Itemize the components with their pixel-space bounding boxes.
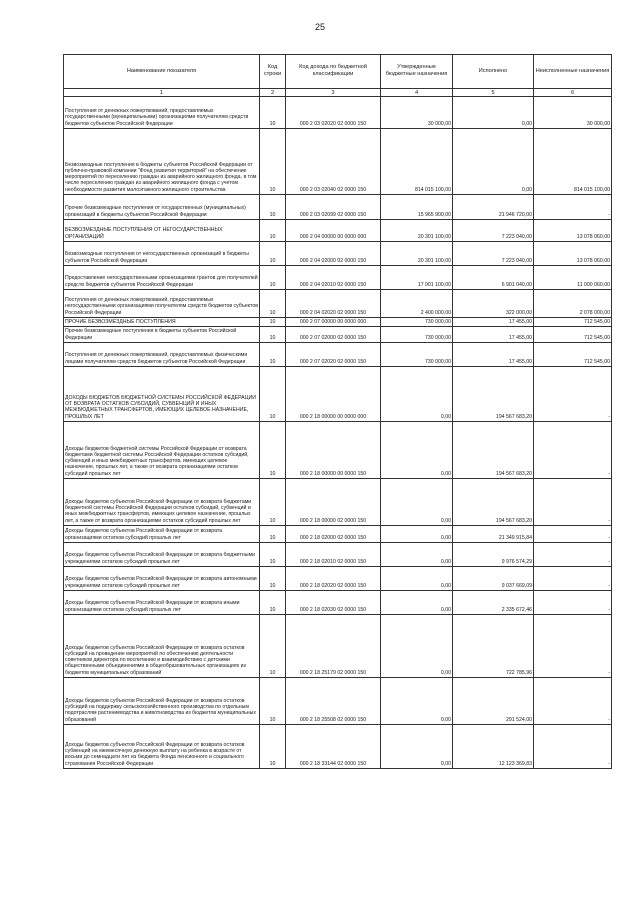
row-approved: 814 015 100,00 — [381, 129, 453, 195]
row-kbk-code: 000 2 03 02040 02 0000 150 — [286, 129, 381, 195]
row-kbk-code: 000 2 04 02010 02 0000 150 — [286, 266, 381, 290]
row-approved: 0,00 — [381, 615, 453, 678]
row-approved: 20 301 100,00 — [381, 242, 453, 266]
row-kbk-code: 000 2 18 25179 02 0000 150 — [286, 615, 381, 678]
table-row — [64, 97, 612, 129]
row-line-code: 10 — [260, 543, 286, 567]
row-unexecuted: - — [534, 615, 612, 678]
row-line-code: 10 — [260, 343, 286, 367]
row-line-code: 10 — [260, 195, 286, 220]
row-kbk-code: 000 2 18 25508 02 0000 150 — [286, 678, 381, 725]
table-row — [64, 479, 612, 526]
row-line-code: 10 — [260, 591, 286, 615]
row-unexecuted: 30 000,00 — [534, 97, 612, 129]
row-executed: 6 901 040,00 — [453, 266, 534, 290]
row-unexecuted: - — [534, 591, 612, 615]
column-number: 4 — [381, 89, 453, 97]
column-number: 6 — [534, 89, 612, 97]
row-name: Доходы бюджетов субъектов Российской Федерации от возврата автономными учреждениями остатков субсидий прошлых лет — [64, 567, 260, 591]
table-row — [64, 678, 612, 725]
row-kbk-code: 000 2 18 00000 02 0000 150 — [286, 479, 381, 526]
row-name: Доходы бюджетов субъектов Российской Федерации от возврата организациями остатков субсидий прошлых лет — [64, 526, 260, 543]
row-kbk-code: 000 2 18 02030 02 0000 150 — [286, 591, 381, 615]
row-line-code: 10 — [260, 615, 286, 678]
row-executed: 0,00 — [453, 129, 534, 195]
row-kbk-code: 000 2 03 02020 02 0000 150 — [286, 97, 381, 129]
row-kbk-code: 000 2 18 02010 02 0000 150 — [286, 543, 381, 567]
row-approved: 730 000,00 — [381, 327, 453, 343]
row-executed: 194 567 683,20 — [453, 422, 534, 479]
row-approved: 20 301 100,00 — [381, 220, 453, 242]
row-unexecuted: - — [534, 678, 612, 725]
row-unexecuted: 712 545,00 — [534, 343, 612, 367]
column-number: 3 — [286, 89, 381, 97]
row-name: Поступления от денежных пожертвований, предоставляемых физическими лицами получателям средств бюджетов субъектов Российской Федерации — [64, 343, 260, 367]
row-executed: 0,00 — [453, 97, 534, 129]
row-unexecuted: 11 000 060,00 — [534, 266, 612, 290]
table-row — [64, 615, 612, 678]
row-name: Доходы бюджетов субъектов Российской Федерации от возврата остатков субсидий на поддержку сельскохозяйственного производства по отдельным подотраслям растениеводства и животноводства из бюджетов муниципальных образований — [64, 678, 260, 725]
row-executed: 322 000,00 — [453, 290, 534, 318]
table-row — [64, 195, 612, 220]
row-unexecuted: 712 545,00 — [534, 318, 612, 327]
row-name: Поступления от денежных пожертвований, предоставляемых государственными (муниципальными) организациями получателям средств бюджетов субъектов Российской Федерации — [64, 97, 260, 129]
row-executed: 12 123 369,83 — [453, 725, 534, 769]
row-approved: 0,00 — [381, 725, 453, 769]
row-executed: 291 524,00 — [453, 678, 534, 725]
row-line-code: 10 — [260, 290, 286, 318]
row-unexecuted: 13 078 060,00 — [534, 242, 612, 266]
row-approved: 0,00 — [381, 567, 453, 591]
row-approved: 0,00 — [381, 591, 453, 615]
column-number: 2 — [260, 89, 286, 97]
header-kbk: Код дохода по бюджетной классификации — [286, 55, 381, 89]
row-line-code: 10 — [260, 725, 286, 769]
header-row — [64, 55, 612, 89]
row-unexecuted: - — [534, 567, 612, 591]
row-approved: 0,00 — [381, 543, 453, 567]
table-row — [64, 290, 612, 318]
row-line-code: 10 — [260, 327, 286, 343]
table-row — [64, 543, 612, 567]
row-approved: 0,00 — [381, 526, 453, 543]
row-line-code: 10 — [260, 97, 286, 129]
row-approved: 0,00 — [381, 678, 453, 725]
row-executed: 21 946 720,00 — [453, 195, 534, 220]
table-row — [64, 725, 612, 769]
table-row — [64, 591, 612, 615]
row-approved: 0,00 — [381, 479, 453, 526]
row-kbk-code: 000 2 04 02020 02 0000 150 — [286, 290, 381, 318]
table-row — [64, 220, 612, 242]
row-unexecuted: - — [534, 367, 612, 422]
row-kbk-code: 000 2 03 02099 02 0000 150 — [286, 195, 381, 220]
table-row — [64, 129, 612, 195]
table-row — [64, 266, 612, 290]
row-name: Доходы бюджетов субъектов Российской Федерации от возврата бюджетными учреждениями остатков субсидий прошлых лет — [64, 543, 260, 567]
row-kbk-code: 000 2 18 00000 00 0000 150 — [286, 422, 381, 479]
row-kbk-code: 000 2 04 02000 02 0000 150 — [286, 242, 381, 266]
row-approved: 15 965 900,00 — [381, 195, 453, 220]
table-row — [64, 242, 612, 266]
row-name: БЕЗВОЗМЕЗДНЫЕ ПОСТУПЛЕНИЯ ОТ НЕГОСУДАРСТВЕННЫХ ОРГАНИЗАЦИЙ — [64, 220, 260, 242]
row-name: ПРОЧИЕ БЕЗВОЗМЕЗДНЫЕ ПОСТУПЛЕНИЯ — [64, 318, 260, 327]
row-kbk-code: 000 2 07 02000 02 0000 150 — [286, 327, 381, 343]
table-row — [64, 567, 612, 591]
header-unexecuted: Неисполненные назначения — [534, 55, 612, 89]
row-approved: 17 901 100,00 — [381, 266, 453, 290]
column-number: 1 — [64, 89, 260, 97]
table-row — [64, 318, 612, 327]
row-executed: 9 976 574,29 — [453, 543, 534, 567]
header-executed: Исполнено — [453, 55, 534, 89]
row-kbk-code: 000 2 07 02020 02 0000 150 — [286, 343, 381, 367]
row-approved: 730 000,00 — [381, 318, 453, 327]
column-number-row — [64, 89, 612, 97]
row-executed: 21 349 915,84 — [453, 526, 534, 543]
row-name: Доходы бюджетов бюджетной системы Российской Федерации от возврата бюджетами бюджетной системы Российской Федерации остатков субсидий, субвенций и иных межбюджетных трансфертов, имеющих целевое назначение, прошлых лет, а также от возврата организациями остатков субсидий прошлых лет — [64, 422, 260, 479]
row-unexecuted: - — [534, 195, 612, 220]
row-name: Безвозмездные поступления в бюджеты субъектов Российской Федерации от публично-правовой компании "Фонд развития территорий" на обеспечение мероприятий по переселению граждан из аварийного жилищного фонда, в том числе переселению граждан из аварийного жилищного фонда с учетом необходимости развития малоэтажного жилищного строительства — [64, 129, 260, 195]
row-unexecuted: 2 078 000,00 — [534, 290, 612, 318]
page-number: 25 — [314, 22, 325, 32]
row-line-code: 10 — [260, 220, 286, 242]
budget-report-table — [63, 54, 612, 769]
row-name: Предоставление негосударственными организациями грантов для получателей средств бюджетов субъектов Российской Федерации — [64, 266, 260, 290]
row-name: Прочие безвозмездные поступления от государственных (муниципальных) организаций в бюджеты субъектов Российской Федерации — [64, 195, 260, 220]
row-kbk-code: 000 2 18 00000 00 0000 000 — [286, 367, 381, 422]
row-name: ДОХОДЫ БЮДЖЕТОВ БЮДЖЕТНОЙ СИСТЕМЫ РОССИЙСКОЙ ФЕДЕРАЦИИ ОТ ВОЗВРАТА ОСТАТКОВ СУБСИДИЙ, СУБВЕНЦИЙ И ИНЫХ МЕЖБЮДЖЕТНЫХ ТРАНСФЕРТОВ, ИМЕЮЩИХ ЦЕЛЕВОЕ НАЗНАЧЕНИЕ, ПРОШЛЫХ ЛЕТ — [64, 367, 260, 422]
row-kbk-code: 000 2 18 33144 02 0000 150 — [286, 725, 381, 769]
row-name: Безвозмездные поступления от негосударственных организаций в бюджеты субъектов Российской Федерации — [64, 242, 260, 266]
row-approved: 0,00 — [381, 367, 453, 422]
row-approved: 2 400 000,00 — [381, 290, 453, 318]
row-approved: 0,00 — [381, 422, 453, 479]
table-row — [64, 343, 612, 367]
row-name: Доходы бюджетов субъектов Российской Федерации от возврата бюджетами бюджетной системы Российской Федерации остатков субсидий, субвенций и иных межбюджетных трансфертов, имеющих целевое назначение, прошлых лет, а также от возврата организациями остатков субсидий прошлых лет — [64, 479, 260, 526]
row-line-code: 10 — [260, 567, 286, 591]
row-unexecuted: - — [534, 725, 612, 769]
row-name: Доходы бюджетов субъектов Российской Федерации от возврата остатков субсидий на проведение мероприятий по обеспечению деятельности советников директора по воспитанию и взаимодействию с детскими общественными объединениями в общеобразовательных организациях из бюджетов муниципальных образований — [64, 615, 260, 678]
row-executed: 9 037 669,09 — [453, 567, 534, 591]
row-line-code: 10 — [260, 266, 286, 290]
row-executed: 17 455,00 — [453, 343, 534, 367]
header-row-code: Код строки — [260, 55, 286, 89]
row-approved: 730 000,00 — [381, 343, 453, 367]
table-row — [64, 526, 612, 543]
row-approved: 30 000,00 — [381, 97, 453, 129]
column-number: 5 — [453, 89, 534, 97]
row-name: Поступления от денежных пожертвований, предоставляемых негосударственными организациями получателям средств бюджетов субъектов Российской Федерации — [64, 290, 260, 318]
row-kbk-code: 000 2 07 00000 00 0000 000 — [286, 318, 381, 327]
row-line-code: 10 — [260, 318, 286, 327]
row-name: Прочие безвозмездные поступления в бюджеты субъектов Российской Федерации — [64, 327, 260, 343]
row-line-code: 10 — [260, 526, 286, 543]
row-unexecuted: - — [534, 526, 612, 543]
header-approved: Утвержденные бюджетные назначения — [381, 55, 453, 89]
table-row — [64, 327, 612, 343]
row-line-code: 10 — [260, 367, 286, 422]
row-executed: 194 567 683,20 — [453, 367, 534, 422]
row-unexecuted: 712 545,00 — [534, 327, 612, 343]
row-kbk-code: 000 2 18 02020 02 0000 150 — [286, 567, 381, 591]
table-row — [64, 367, 612, 422]
row-executed: 722 785,96 — [453, 615, 534, 678]
row-line-code: 10 — [260, 129, 286, 195]
row-unexecuted: 13 078 060,00 — [534, 220, 612, 242]
row-executed: 7 223 040,00 — [453, 220, 534, 242]
row-line-code: 10 — [260, 242, 286, 266]
row-executed: 17 455,00 — [453, 327, 534, 343]
table-row — [64, 422, 612, 479]
row-executed: 17 455,00 — [453, 318, 534, 327]
row-line-code: 10 — [260, 422, 286, 479]
row-line-code: 10 — [260, 678, 286, 725]
row-name: Доходы бюджетов субъектов Российской Федерации от возврата иными организациями остатков субсидий прошлых лет — [64, 591, 260, 615]
row-executed: 2 335 672,46 — [453, 591, 534, 615]
row-kbk-code: 000 2 04 00000 00 0000 000 — [286, 220, 381, 242]
row-kbk-code: 000 2 18 02000 02 0000 150 — [286, 526, 381, 543]
row-name: Доходы бюджетов субъектов Российской Федерации от возврата остатков субвенций на ежемесячную денежную выплату на ребенка в возрасте от восьми до семнадцати лет из бюджета Фонда пенсионного и социального страхования Российской Федерации — [64, 725, 260, 769]
row-unexecuted: - — [534, 479, 612, 526]
row-line-code: 10 — [260, 479, 286, 526]
row-executed: 194 567 683,20 — [453, 479, 534, 526]
row-unexecuted: - — [534, 422, 612, 479]
header-name: Наименование показателя — [64, 55, 260, 89]
row-executed: 7 223 040,00 — [453, 242, 534, 266]
row-unexecuted: - — [534, 543, 612, 567]
row-unexecuted: 814 015 100,00 — [534, 129, 612, 195]
